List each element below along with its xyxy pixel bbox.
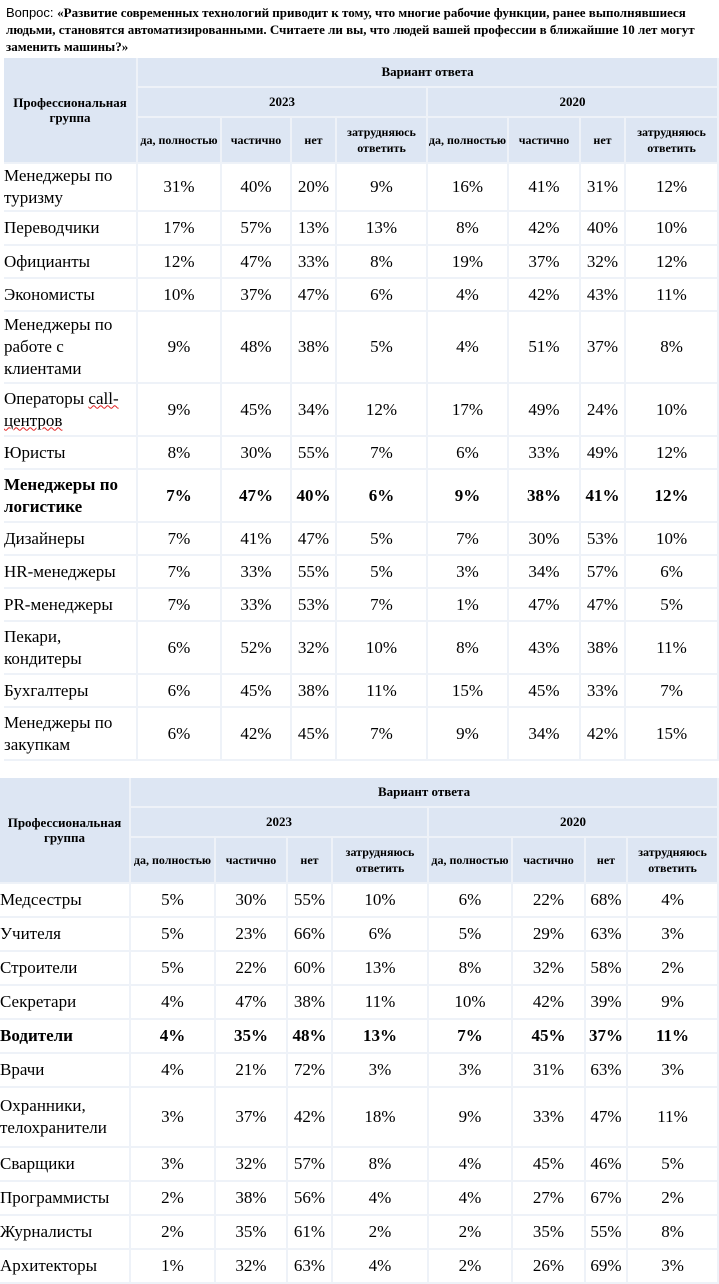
value-cell: 7% [428,523,509,556]
value-cell: 37% [509,246,581,279]
value-cell: 48% [222,312,292,384]
header-hard: затрудняюсь ответить [626,118,719,164]
value-cell: 60% [288,952,333,986]
value-cell: 38% [292,312,337,384]
value-cell: 12% [626,164,719,212]
value-cell: 7% [626,675,719,708]
value-cell: 8% [428,212,509,246]
value-cell: 6% [428,437,509,470]
profession-name: HR-менеджеры [4,556,138,589]
value-cell: 7% [138,589,222,622]
table-row [4,312,719,384]
value-cell: 29% [513,918,586,952]
value-cell: 41% [222,523,292,556]
value-cell: 32% [216,1250,288,1284]
value-cell: 3% [333,1054,429,1088]
survey-table-1 [4,58,719,761]
value-cell: 3% [429,1054,513,1088]
profession-name: Программисты [0,1182,131,1216]
value-cell: 8% [429,952,513,986]
value-cell: 31% [138,164,222,212]
header-group: Профессиональная группа [0,778,131,884]
value-cell: 52% [222,622,292,675]
value-cell: 34% [509,708,581,761]
value-cell: 34% [509,556,581,589]
value-cell: 33% [513,1088,586,1148]
profession-name: Охранники, телохранители [0,1088,131,1148]
value-cell: 12% [138,246,222,279]
value-cell: 13% [333,952,429,986]
value-cell: 35% [513,1216,586,1250]
profession-name: Менеджеры по логистике [4,470,138,523]
value-cell: 49% [581,437,626,470]
header-variant: Вариант ответа [131,778,719,808]
table-row [4,437,719,470]
value-cell: 47% [586,1088,628,1148]
value-cell: 6% [429,884,513,918]
value-cell: 33% [222,589,292,622]
header-hard: затрудняюсь ответить [337,118,428,164]
value-cell: 42% [581,708,626,761]
value-cell: 5% [131,952,216,986]
value-cell: 47% [216,986,288,1020]
value-cell: 47% [292,523,337,556]
value-cell: 5% [429,918,513,952]
value-cell: 5% [626,589,719,622]
value-cell: 69% [586,1250,628,1284]
value-cell: 55% [292,556,337,589]
table-row [4,556,719,589]
value-cell: 42% [222,708,292,761]
profession-name: Менеджеры по работе с клиентами [4,312,138,384]
value-cell: 11% [333,986,429,1020]
value-cell: 2% [429,1250,513,1284]
value-cell: 39% [586,986,628,1020]
value-cell: 2% [628,1182,719,1216]
value-cell: 13% [292,212,337,246]
value-cell: 17% [138,212,222,246]
value-cell: 6% [138,622,222,675]
value-cell: 7% [337,437,428,470]
value-cell: 12% [626,246,719,279]
header-yes: да, полностью [428,118,509,164]
value-cell: 10% [138,279,222,312]
table-row [4,675,719,708]
value-cell: 5% [337,312,428,384]
profession-name: Секретари [0,986,131,1020]
value-cell: 30% [222,437,292,470]
value-cell: 18% [333,1088,429,1148]
profession-name: PR-менеджеры [4,589,138,622]
table-row [0,1182,719,1216]
header-partly: частично [513,838,586,884]
profession-name: Строители [0,952,131,986]
header-partly: частично [216,838,288,884]
table-row [4,622,719,675]
value-cell: 6% [337,279,428,312]
header-no: нет [292,118,337,164]
table-row [0,952,719,986]
value-cell: 45% [222,675,292,708]
value-cell: 2% [628,952,719,986]
value-cell: 45% [292,708,337,761]
value-cell: 32% [216,1148,288,1182]
header-yes: да, полностью [429,838,513,884]
value-cell: 5% [131,918,216,952]
header-year-2020: 2020 [429,808,719,838]
value-cell: 32% [292,622,337,675]
value-cell: 4% [428,312,509,384]
header-partly: частично [509,118,581,164]
spellcheck-marked-word: call-центров [4,388,119,430]
value-cell: 9% [138,384,222,437]
value-cell: 2% [333,1216,429,1250]
table-row [4,164,719,212]
table-row [0,918,719,952]
value-cell: 9% [428,470,509,523]
value-cell: 72% [288,1054,333,1088]
value-cell: 45% [222,384,292,437]
value-cell: 33% [222,556,292,589]
value-cell: 12% [626,437,719,470]
value-cell: 1% [428,589,509,622]
value-cell: 58% [586,952,628,986]
value-cell: 11% [628,1088,719,1148]
value-cell: 4% [428,279,509,312]
value-cell: 30% [509,523,581,556]
value-cell: 11% [626,279,719,312]
header-no: нет [586,838,628,884]
table-row [4,708,719,761]
question-label: Вопрос: [6,5,58,20]
value-cell: 4% [131,1020,216,1054]
profession-name: Юристы [4,437,138,470]
header-hard: затрудняюсь ответить [333,838,429,884]
value-cell: 67% [586,1182,628,1216]
value-cell: 5% [337,523,428,556]
value-cell: 3% [628,1054,719,1088]
value-cell: 27% [513,1182,586,1216]
profession-name: Водители [0,1020,131,1054]
value-cell: 32% [513,952,586,986]
header-yes: да, полностью [131,838,216,884]
value-cell: 11% [626,622,719,675]
value-cell: 23% [216,918,288,952]
value-cell: 42% [509,212,581,246]
value-cell: 63% [586,1054,628,1088]
value-cell: 38% [288,986,333,1020]
value-cell: 43% [581,279,626,312]
value-cell: 7% [138,556,222,589]
value-cell: 4% [333,1182,429,1216]
profession-name: Операторы call-центров [4,384,138,437]
value-cell: 31% [513,1054,586,1088]
value-cell: 8% [337,246,428,279]
value-cell: 9% [428,708,509,761]
profession-name: Сварщики [0,1148,131,1182]
value-cell: 68% [586,884,628,918]
value-cell: 4% [628,884,719,918]
value-cell: 42% [513,986,586,1020]
value-cell: 47% [581,589,626,622]
value-cell: 47% [509,589,581,622]
value-cell: 20% [292,164,337,212]
profession-name: Бухгалтеры [4,675,138,708]
value-cell: 38% [216,1182,288,1216]
value-cell: 12% [337,384,428,437]
value-cell: 9% [337,164,428,212]
survey-table-2 [0,778,719,1284]
header-hard: затрудняюсь ответить [628,838,719,884]
value-cell: 57% [288,1148,333,1182]
value-cell: 22% [513,884,586,918]
value-cell: 34% [292,384,337,437]
table-row [4,523,719,556]
value-cell: 43% [509,622,581,675]
value-cell: 42% [288,1088,333,1148]
value-cell: 8% [428,622,509,675]
value-cell: 33% [581,675,626,708]
header-yes: да, полностью [138,118,222,164]
value-cell: 66% [288,918,333,952]
table-row [0,1250,719,1284]
value-cell: 57% [581,556,626,589]
value-cell: 3% [628,918,719,952]
value-cell: 35% [216,1216,288,1250]
value-cell: 8% [333,1148,429,1182]
profession-name: Дизайнеры [4,523,138,556]
value-cell: 37% [216,1088,288,1148]
header-group: Профессиональная группа [4,58,138,164]
profession-name: Менеджеры по закупкам [4,708,138,761]
value-cell: 19% [428,246,509,279]
value-cell: 38% [581,622,626,675]
profession-name: Журналисты [0,1216,131,1250]
table-row [0,1054,719,1088]
value-cell: 55% [586,1216,628,1250]
profession-name: Медсестры [0,884,131,918]
profession-name: Официанты [4,246,138,279]
value-cell: 3% [131,1148,216,1182]
value-cell: 45% [513,1020,586,1054]
value-cell: 10% [626,212,719,246]
value-cell: 4% [429,1182,513,1216]
value-cell: 47% [292,279,337,312]
value-cell: 8% [626,312,719,384]
value-cell: 7% [138,470,222,523]
value-cell: 63% [586,918,628,952]
value-cell: 7% [337,589,428,622]
value-cell: 5% [337,556,428,589]
value-cell: 21% [216,1054,288,1088]
value-cell: 37% [586,1020,628,1054]
value-cell: 15% [626,708,719,761]
header-no: нет [581,118,626,164]
value-cell: 53% [581,523,626,556]
value-cell: 5% [131,884,216,918]
value-cell: 11% [628,1020,719,1054]
value-cell: 2% [131,1216,216,1250]
value-cell: 63% [288,1250,333,1284]
value-cell: 6% [138,708,222,761]
value-cell: 6% [333,918,429,952]
value-cell: 57% [222,212,292,246]
value-cell: 7% [138,523,222,556]
value-cell: 40% [222,164,292,212]
value-cell: 33% [292,246,337,279]
value-cell: 16% [428,164,509,212]
profession-name: Пекари, кондитеры [4,622,138,675]
value-cell: 10% [333,884,429,918]
table-row [0,884,719,918]
profession-name: Переводчики [4,212,138,246]
value-cell: 12% [626,470,719,523]
profession-name: Архитекторы [0,1250,131,1284]
value-cell: 10% [337,622,428,675]
value-cell: 9% [628,986,719,1020]
value-cell: 61% [288,1216,333,1250]
value-cell: 22% [216,952,288,986]
table-row [0,1088,719,1148]
table-row [0,986,719,1020]
table-row [4,384,719,437]
header-partly: частично [222,118,292,164]
value-cell: 56% [288,1182,333,1216]
value-cell: 9% [429,1088,513,1148]
value-cell: 2% [429,1216,513,1250]
header-variant: Вариант ответа [138,58,719,88]
value-cell: 55% [288,884,333,918]
value-cell: 4% [131,986,216,1020]
value-cell: 30% [216,884,288,918]
value-cell: 45% [509,675,581,708]
value-cell: 40% [581,212,626,246]
value-cell: 6% [337,470,428,523]
table-row [0,1020,719,1054]
value-cell: 4% [333,1250,429,1284]
value-cell: 15% [428,675,509,708]
table-row [0,1148,719,1182]
value-cell: 40% [292,470,337,523]
header-no: нет [288,838,333,884]
value-cell: 49% [509,384,581,437]
value-cell: 17% [428,384,509,437]
profession-name: Учителя [0,918,131,952]
value-cell: 10% [626,523,719,556]
value-cell: 31% [581,164,626,212]
value-cell: 9% [138,312,222,384]
value-cell: 38% [292,675,337,708]
profession-name: Менеджеры по туризму [4,164,138,212]
value-cell: 10% [429,986,513,1020]
value-cell: 11% [337,675,428,708]
value-cell: 46% [586,1148,628,1182]
profession-name: Экономисты [4,279,138,312]
table-row [4,470,719,523]
value-cell: 7% [429,1020,513,1054]
value-cell: 4% [131,1054,216,1088]
table-row [4,246,719,279]
table-row [4,589,719,622]
value-cell: 7% [337,708,428,761]
value-cell: 37% [581,312,626,384]
value-cell: 24% [581,384,626,437]
value-cell: 32% [581,246,626,279]
profession-name: Врачи [0,1054,131,1088]
value-cell: 33% [509,437,581,470]
value-cell: 5% [628,1148,719,1182]
value-cell: 8% [628,1216,719,1250]
value-cell: 8% [138,437,222,470]
value-cell: 13% [333,1020,429,1054]
value-cell: 26% [513,1250,586,1284]
value-cell: 41% [581,470,626,523]
value-cell: 3% [131,1088,216,1148]
value-cell: 6% [626,556,719,589]
table-row [0,1216,719,1250]
value-cell: 4% [429,1148,513,1182]
table-row [4,279,719,312]
value-cell: 45% [513,1148,586,1182]
value-cell: 35% [216,1020,288,1054]
header-year-2023: 2023 [131,808,429,838]
table-row [4,212,719,246]
value-cell: 10% [626,384,719,437]
header-year-2023: 2023 [138,88,428,118]
value-cell: 51% [509,312,581,384]
value-cell: 37% [222,279,292,312]
value-cell: 1% [131,1250,216,1284]
value-cell: 55% [292,437,337,470]
question-body: «Развитие современных технологий приводит к тому, что многие рабочие функции, ранее выполнявшиеся людьми, становятся автоматизированными. Считаете ли вы, что людей вашей профессии в ближайшие 10 лет могут заменить машины?» [6,5,695,54]
value-cell: 2% [131,1182,216,1216]
value-cell: 6% [138,675,222,708]
value-cell: 3% [628,1250,719,1284]
value-cell: 42% [509,279,581,312]
value-cell: 38% [509,470,581,523]
header-year-2020: 2020 [428,88,719,118]
value-cell: 48% [288,1020,333,1054]
value-cell: 47% [222,246,292,279]
value-cell: 13% [337,212,428,246]
value-cell: 47% [222,470,292,523]
question-text-block [6,4,712,55]
value-cell: 3% [428,556,509,589]
value-cell: 53% [292,589,337,622]
value-cell: 41% [509,164,581,212]
